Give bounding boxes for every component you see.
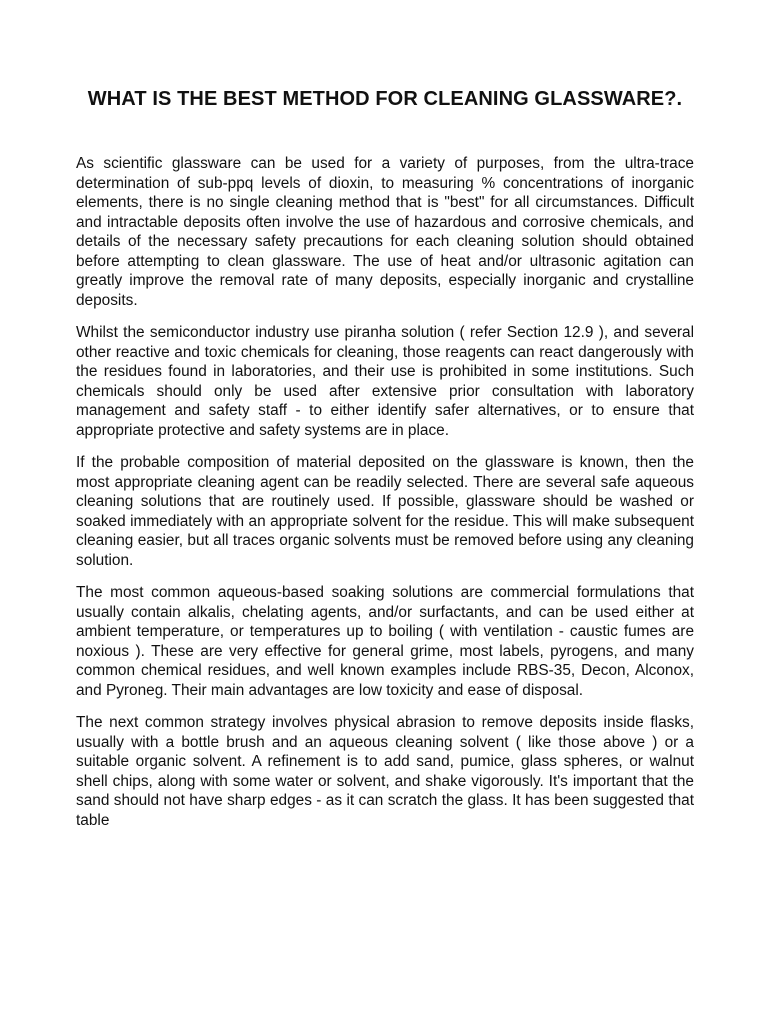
page-title: WHAT IS THE BEST METHOD FOR CLEANING GLASSWARE?. xyxy=(87,88,683,110)
paragraph-cleaning-overview: As scientific glassware can be used for a variety of purposes, from the ultra-trace determination of sub-ppq levels of dioxin, to measuring % concentrations of inorganic elements, there is no single cleaning method that is "best" for all circumstances. Difficult and intractable deposits often involve the use of hazardous and corrosive chemicals, and details of the necessary safety precautions for each cleaning solution should obtained before attempting to clean glassware. The use of heat and/or ultrasonic agitation can greatly improve the removal rate of many deposits, especially inorganic and crystalline deposits. xyxy=(76,155,694,309)
paragraph-physical-abrasion: The next common strategy involves physical abrasion to remove deposits inside flasks, usually with a bottle brush and an aqueous cleaning solvent ( like those above ) or a suitable organic solvent. A refinement is to add sand, pumice, glass spheres, or walnut shell chips, along with some water or solvent, and shake vigorously. It's important that the sand should not have sharp edges - as it can scratch the glass. It has been suggested that table xyxy=(76,714,694,829)
document-body xyxy=(76,154,694,843)
paragraph-hazardous-chemicals: Whilst the semiconductor industry use piranha solution ( refer Section 12.9 ), and several other reactive and toxic chemicals for cleaning, those reagents can react dangerously with the residues found in laboratories, and their use is prohibited in some institutions. Such chemicals should only be used after extensive prior consultation with laboratory management and safety staff - to either identify safer alternatives, or to ensure that appropriate protective and safety systems are in place. xyxy=(76,324,694,439)
paragraph-known-deposits: If the probable composition of material deposited on the glassware is known, then the most appropriate cleaning agent can be readily selected. There are several safe aqueous cleaning solutions that are routinely used. If possible, glassware should be washed or soaked immediately with an appropriate solvent for the residue. This will make subsequent cleaning easier, but all traces organic solvents must be removed before using any cleaning solution. xyxy=(76,454,694,569)
paragraph-aqueous-solutions: The most common aqueous-based soaking solutions are commercial formulations that usually contain alkalis, chelating agents, and/or surfactants, and can be used either at ambient temperature, or temperatures up to boiling ( with ventilation - caustic fumes are noxious ). These are very effective for general grime, most labels, pyrogens, and many common chemical residues, and well known examples include RBS-35, Decon, Alconox, and Pyroneg. Their main advantages are low toxicity and ease of disposal. xyxy=(76,584,694,699)
